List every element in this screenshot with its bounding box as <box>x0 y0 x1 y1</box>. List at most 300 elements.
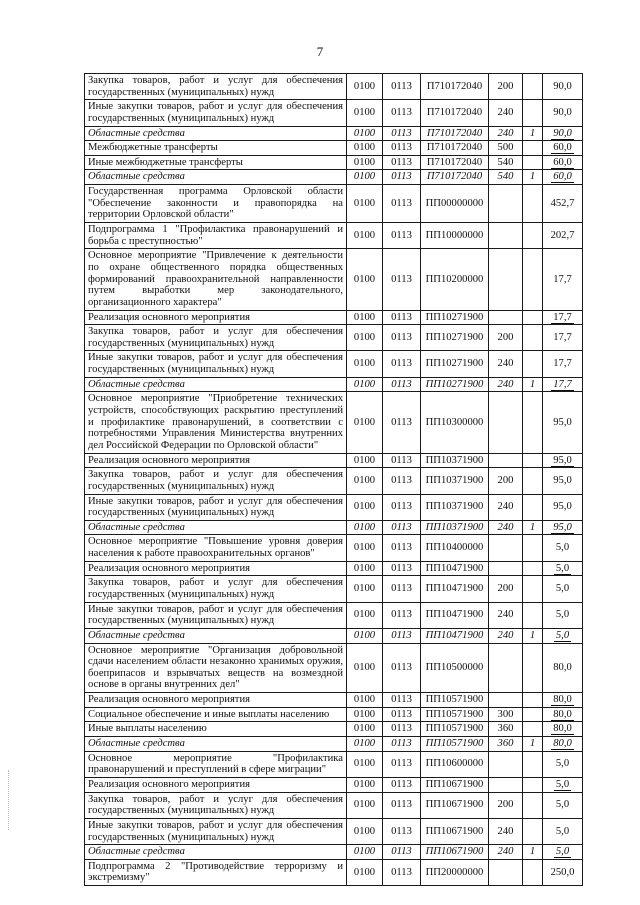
row-vr-cell: 240 <box>489 100 523 126</box>
row-vr-cell <box>489 249 523 310</box>
row-sum-cell <box>543 170 583 185</box>
row-source-cell <box>523 751 543 777</box>
row-pr-cell: 0113 <box>383 249 421 310</box>
table-row <box>85 468 583 494</box>
row-pr-cell: 0113 <box>383 693 421 708</box>
row-vr-cell: 540 <box>489 155 523 170</box>
row-sum-value: 95,0 <box>553 416 572 428</box>
row-pr-cell: 0113 <box>383 310 421 325</box>
row-vr-cell: 200 <box>489 74 523 100</box>
table-row <box>85 777 583 792</box>
row-csr-cell: ПП10371900 <box>421 494 489 520</box>
table-row <box>85 707 583 722</box>
row-sum-cell <box>543 643 583 693</box>
row-pr-cell: 0113 <box>383 468 421 494</box>
table-row <box>85 155 583 170</box>
row-pr-cell: 0113 <box>383 100 421 126</box>
row-sum-cell <box>543 602 583 628</box>
row-rz-cell: 0100 <box>347 818 383 844</box>
row-rz-cell: 0100 <box>347 351 383 377</box>
row-rz-cell: 0100 <box>347 693 383 708</box>
row-sum-value: 95,0 <box>553 501 572 513</box>
row-csr-cell: ПП10371900 <box>421 468 489 494</box>
row-sum-cell <box>543 561 583 576</box>
row-name-cell: Закупка товаров, работ и услуг для обеспечения государственных (муниципальных) нужд <box>85 468 347 494</box>
row-sum-value: 17,7 <box>553 273 572 285</box>
row-pr-cell: 0113 <box>383 602 421 628</box>
row-csr-cell: ПП10271900 <box>421 351 489 377</box>
table-row <box>85 494 583 520</box>
row-sum-cell <box>543 707 583 722</box>
row-csr-cell: ПП10671900 <box>421 818 489 844</box>
table-row <box>85 859 583 885</box>
table-row <box>85 602 583 628</box>
row-name-cell: Областные средства <box>85 628 347 643</box>
row-rz-cell: 0100 <box>347 100 383 126</box>
row-pr-cell: 0113 <box>383 576 421 602</box>
row-rz-cell: 0100 <box>347 859 383 885</box>
row-name-cell: Областные средства <box>85 170 347 185</box>
row-vr-cell <box>489 693 523 708</box>
table-row <box>85 576 583 602</box>
row-pr-cell: 0113 <box>383 859 421 885</box>
row-name-cell: Областные средства <box>85 126 347 141</box>
row-name-cell: Закупка товаров, работ и услуг для обеспечения государственных (муниципальных) нужд <box>85 576 347 602</box>
row-rz-cell: 0100 <box>347 792 383 818</box>
row-source-cell <box>523 722 543 737</box>
row-pr-cell: 0113 <box>383 494 421 520</box>
row-sum-value: 5,0 <box>555 846 570 858</box>
row-sum-cell <box>543 141 583 156</box>
row-csr-cell: ПП10571900 <box>421 722 489 737</box>
row-pr-cell: 0113 <box>383 751 421 777</box>
table-row <box>85 737 583 752</box>
row-csr-cell: ПП10471900 <box>421 602 489 628</box>
row-sum-value: 60,0 <box>553 156 572 168</box>
row-name-cell: Закупка товаров, работ и услуг для обеспечения государственных (муниципальных) нужд <box>85 325 347 351</box>
row-csr-cell: ПП10471900 <box>421 561 489 576</box>
row-sum-cell <box>543 249 583 310</box>
row-name-cell: Реализация основного мероприятия <box>85 561 347 576</box>
row-vr-cell <box>489 751 523 777</box>
table-row <box>85 561 583 576</box>
row-vr-cell: 240 <box>489 602 523 628</box>
row-rz-cell: 0100 <box>347 126 383 141</box>
row-vr-cell: 240 <box>489 520 523 535</box>
row-source-cell <box>523 818 543 844</box>
scan-margin-marks <box>8 770 11 830</box>
row-sum-value: 95,0 <box>553 475 572 487</box>
row-csr-cell: ПП10000000 <box>421 223 489 249</box>
row-pr-cell: 0113 <box>383 561 421 576</box>
row-vr-cell: 240 <box>489 818 523 844</box>
row-name-cell: Основное мероприятие "Профилактика правонарушений и преступлений в сфере миграции" <box>85 751 347 777</box>
table-row <box>85 351 583 377</box>
row-sum-cell <box>543 859 583 885</box>
row-rz-cell: 0100 <box>347 155 383 170</box>
row-csr-cell: ПП10371900 <box>421 453 489 468</box>
row-source-cell <box>523 707 543 722</box>
row-csr-cell: ПП10671900 <box>421 845 489 860</box>
row-sum-value: 5,0 <box>555 542 570 554</box>
row-sum-value: 250,0 <box>550 866 575 878</box>
row-source-cell <box>523 155 543 170</box>
table-row <box>85 520 583 535</box>
row-sum-value: 90,0 <box>553 127 572 139</box>
row-sum-cell <box>543 351 583 377</box>
row-rz-cell: 0100 <box>347 377 383 392</box>
row-vr-cell: 360 <box>489 737 523 752</box>
table-row <box>85 628 583 643</box>
row-pr-cell: 0113 <box>383 520 421 535</box>
row-csr-cell: П710172040 <box>421 155 489 170</box>
table-row <box>85 100 583 126</box>
table-row <box>85 170 583 185</box>
row-sum-value: 452,7 <box>550 197 575 209</box>
table-row <box>85 845 583 860</box>
row-source-cell <box>523 535 543 561</box>
row-csr-cell: ПП10400000 <box>421 535 489 561</box>
row-source-cell <box>523 792 543 818</box>
row-sum-value: 5,0 <box>555 562 570 574</box>
row-rz-cell: 0100 <box>347 845 383 860</box>
row-pr-cell: 0113 <box>383 126 421 141</box>
row-sum-value: 17,7 <box>553 311 572 323</box>
row-rz-cell: 0100 <box>347 722 383 737</box>
row-source-cell <box>523 693 543 708</box>
table-row <box>85 535 583 561</box>
row-sum-value: 5,0 <box>555 609 570 621</box>
row-source-cell <box>523 859 543 885</box>
row-name-cell: Межбюджетные трансферты <box>85 141 347 156</box>
row-name-cell: Подпрограмма 1 "Профилактика правонарушений и борьба с преступностью" <box>85 223 347 249</box>
row-vr-cell: 540 <box>489 170 523 185</box>
row-sum-value: 17,7 <box>553 378 572 390</box>
budget-table <box>84 73 583 886</box>
row-sum-value: 5,0 <box>555 758 570 770</box>
row-rz-cell: 0100 <box>347 737 383 752</box>
row-vr-cell: 240 <box>489 628 523 643</box>
row-sum-value: 95,0 <box>553 454 572 466</box>
row-sum-cell <box>543 737 583 752</box>
row-source-cell: 1 <box>523 628 543 643</box>
row-source-cell <box>523 494 543 520</box>
table-row <box>85 126 583 141</box>
row-csr-cell: ПП10471900 <box>421 628 489 643</box>
row-sum-value: 5,0 <box>555 583 570 595</box>
row-sum-cell <box>543 576 583 602</box>
row-csr-cell: ПП10571900 <box>421 737 489 752</box>
row-name-cell: Социальное обеспечение и иные выплаты населению <box>85 707 347 722</box>
row-name-cell: Областные средства <box>85 845 347 860</box>
table-row <box>85 751 583 777</box>
row-name-cell: Иные выплаты населению <box>85 722 347 737</box>
row-pr-cell: 0113 <box>383 325 421 351</box>
row-sum-value: 202,7 <box>550 229 575 241</box>
row-pr-cell: 0113 <box>383 628 421 643</box>
row-pr-cell: 0113 <box>383 351 421 377</box>
row-sum-cell <box>543 535 583 561</box>
row-vr-cell <box>489 643 523 693</box>
row-rz-cell: 0100 <box>347 561 383 576</box>
row-rz-cell: 0100 <box>347 520 383 535</box>
row-source-cell <box>523 453 543 468</box>
table-row <box>85 453 583 468</box>
row-source-cell <box>523 185 543 223</box>
row-pr-cell: 0113 <box>383 377 421 392</box>
row-source-cell <box>523 392 543 453</box>
row-pr-cell: 0113 <box>383 643 421 693</box>
row-rz-cell: 0100 <box>347 494 383 520</box>
row-pr-cell: 0113 <box>383 707 421 722</box>
row-csr-cell: ПП10300000 <box>421 392 489 453</box>
row-name-cell: Основное мероприятие "Организация добровольной сдачи населением области незаконно хранимых оружия, боеприпасов и взрывчатых веществ на возмездной основе в органы внутренних дел" <box>85 643 347 693</box>
row-pr-cell: 0113 <box>383 777 421 792</box>
row-rz-cell: 0100 <box>347 777 383 792</box>
row-rz-cell: 0100 <box>347 310 383 325</box>
table-row <box>85 141 583 156</box>
row-csr-cell: ПП10271900 <box>421 310 489 325</box>
page-number: 7 <box>316 44 324 59</box>
row-sum-value: 80,0 <box>553 694 572 706</box>
row-csr-cell: ПП10371900 <box>421 520 489 535</box>
row-rz-cell: 0100 <box>347 628 383 643</box>
row-rz-cell: 0100 <box>347 141 383 156</box>
row-rz-cell: 0100 <box>347 170 383 185</box>
table-row <box>85 185 583 223</box>
row-source-cell <box>523 643 543 693</box>
row-rz-cell: 0100 <box>347 535 383 561</box>
row-csr-cell: ПП10571900 <box>421 693 489 708</box>
row-sum-cell <box>543 845 583 860</box>
row-vr-cell <box>489 777 523 792</box>
row-csr-cell: ПП20000000 <box>421 859 489 885</box>
row-name-cell: Подпрограмма 2 "Противодействие терроризму и экстремизму" <box>85 859 347 885</box>
row-vr-cell <box>489 223 523 249</box>
row-source-cell: 1 <box>523 126 543 141</box>
row-name-cell: Иные закупки товаров, работ и услуг для обеспечения государственных (муниципальных) нужд <box>85 100 347 126</box>
row-sum-cell <box>543 392 583 453</box>
row-vr-cell: 500 <box>489 141 523 156</box>
table-row <box>85 792 583 818</box>
row-pr-cell: 0113 <box>383 223 421 249</box>
row-csr-cell: ПП10671900 <box>421 792 489 818</box>
row-rz-cell: 0100 <box>347 751 383 777</box>
row-rz-cell: 0100 <box>347 185 383 223</box>
row-source-cell <box>523 74 543 100</box>
row-sum-value: 5,0 <box>555 629 570 641</box>
row-pr-cell: 0113 <box>383 170 421 185</box>
row-pr-cell: 0113 <box>383 141 421 156</box>
row-vr-cell: 200 <box>489 792 523 818</box>
row-sum-cell <box>543 223 583 249</box>
row-sum-cell <box>543 185 583 223</box>
row-pr-cell: 0113 <box>383 792 421 818</box>
row-csr-cell: П710172040 <box>421 126 489 141</box>
row-source-cell <box>523 325 543 351</box>
row-vr-cell: 240 <box>489 351 523 377</box>
row-vr-cell: 360 <box>489 722 523 737</box>
row-sum-value: 95,0 <box>553 521 572 533</box>
table-row <box>85 223 583 249</box>
row-name-cell: Реализация основного мероприятия <box>85 693 347 708</box>
row-source-cell: 1 <box>523 170 543 185</box>
row-source-cell <box>523 351 543 377</box>
row-csr-cell: П710172040 <box>421 170 489 185</box>
row-pr-cell: 0113 <box>383 392 421 453</box>
row-name-cell: Основное мероприятие "Повышение уровня доверия населения к работе правоохранительных органов" <box>85 535 347 561</box>
row-sum-cell <box>543 751 583 777</box>
row-sum-value: 17,7 <box>553 331 572 343</box>
row-source-cell <box>523 100 543 126</box>
row-source-cell <box>523 310 543 325</box>
row-vr-cell <box>489 561 523 576</box>
row-csr-cell: ПП10571900 <box>421 707 489 722</box>
table-row <box>85 392 583 453</box>
row-vr-cell: 240 <box>489 494 523 520</box>
row-sum-cell <box>543 325 583 351</box>
row-rz-cell: 0100 <box>347 576 383 602</box>
row-vr-cell: 300 <box>489 707 523 722</box>
row-csr-cell: ПП00000000 <box>421 185 489 223</box>
row-vr-cell: 240 <box>489 845 523 860</box>
row-sum-cell <box>543 792 583 818</box>
row-rz-cell: 0100 <box>347 249 383 310</box>
table-row <box>85 693 583 708</box>
row-rz-cell: 0100 <box>347 74 383 100</box>
row-name-cell: Закупка товаров, работ и услуг для обеспечения государственных (муниципальных) нужд <box>85 74 347 100</box>
row-pr-cell: 0113 <box>383 453 421 468</box>
row-sum-cell <box>543 155 583 170</box>
row-sum-value: 5,0 <box>555 825 570 837</box>
row-csr-cell: П710172040 <box>421 100 489 126</box>
row-pr-cell: 0113 <box>383 722 421 737</box>
row-rz-cell: 0100 <box>347 223 383 249</box>
row-sum-cell <box>543 520 583 535</box>
row-name-cell: Реализация основного мероприятия <box>85 777 347 792</box>
row-vr-cell <box>489 392 523 453</box>
row-sum-value: 90,0 <box>553 80 572 92</box>
row-source-cell <box>523 141 543 156</box>
table-row <box>85 249 583 310</box>
row-name-cell: Реализация основного мероприятия <box>85 453 347 468</box>
table-row <box>85 310 583 325</box>
row-vr-cell: 200 <box>489 576 523 602</box>
row-rz-cell: 0100 <box>347 453 383 468</box>
row-source-cell <box>523 777 543 792</box>
row-sum-value: 90,0 <box>553 107 572 119</box>
row-pr-cell: 0113 <box>383 818 421 844</box>
row-sum-cell <box>543 100 583 126</box>
row-name-cell: Иные закупки товаров, работ и услуг для обеспечения государственных (муниципальных) нужд <box>85 351 347 377</box>
row-vr-cell: 200 <box>489 468 523 494</box>
row-name-cell: Основное мероприятие "Привлечение к деятельности по охране общественного порядка общественных формирований правоохранительной направленности путем выработки мер законодательного, организационного характера" <box>85 249 347 310</box>
row-sum-cell <box>543 74 583 100</box>
row-name-cell: Закупка товаров, работ и услуг для обеспечения государственных (муниципальных) нужд <box>85 792 347 818</box>
row-name-cell: Основное мероприятие "Приобретение технических устройств, способствующих раскрытию преступлений и профилактике правонарушений, в соответствии с потребностями Управления Министерства внутренних дел Российской Федерации по Орловской области" <box>85 392 347 453</box>
row-name-cell: Иные межбюджетные трансферты <box>85 155 347 170</box>
row-source-cell <box>523 576 543 602</box>
row-vr-cell: 240 <box>489 377 523 392</box>
row-rz-cell: 0100 <box>347 707 383 722</box>
row-pr-cell: 0113 <box>383 185 421 223</box>
row-sum-value: 80,0 <box>553 708 572 720</box>
row-sum-value: 60,0 <box>553 142 572 154</box>
row-sum-value: 17,7 <box>553 358 572 370</box>
table-row <box>85 643 583 693</box>
row-source-cell: 1 <box>523 377 543 392</box>
row-name-cell: Иные закупки товаров, работ и услуг для обеспечения государственных (муниципальных) нужд <box>85 818 347 844</box>
row-sum-cell <box>543 777 583 792</box>
row-name-cell: Иные закупки товаров, работ и услуг для обеспечения государственных (муниципальных) нужд <box>85 602 347 628</box>
row-csr-cell: ПП10471900 <box>421 576 489 602</box>
row-source-cell <box>523 249 543 310</box>
row-pr-cell: 0113 <box>383 155 421 170</box>
row-sum-cell <box>543 126 583 141</box>
row-pr-cell: 0113 <box>383 535 421 561</box>
row-csr-cell: П710172040 <box>421 141 489 156</box>
row-source-cell: 1 <box>523 845 543 860</box>
row-name-cell: Реализация основного мероприятия <box>85 310 347 325</box>
row-vr-cell <box>489 535 523 561</box>
row-sum-cell <box>543 453 583 468</box>
row-sum-cell <box>543 693 583 708</box>
table-row <box>85 74 583 100</box>
row-source-cell: 1 <box>523 737 543 752</box>
row-sum-cell <box>543 494 583 520</box>
row-sum-value: 80,0 <box>553 738 572 750</box>
row-csr-cell: ПП10271900 <box>421 325 489 351</box>
row-vr-cell: 200 <box>489 325 523 351</box>
row-csr-cell: ПП10200000 <box>421 249 489 310</box>
row-source-cell <box>523 561 543 576</box>
row-sum-value: 80,0 <box>553 723 572 735</box>
row-sum-cell <box>543 468 583 494</box>
row-name-cell: Областные средства <box>85 737 347 752</box>
row-sum-cell <box>543 310 583 325</box>
row-source-cell <box>523 468 543 494</box>
row-name-cell: Областные средства <box>85 520 347 535</box>
row-rz-cell: 0100 <box>347 392 383 453</box>
row-pr-cell: 0113 <box>383 74 421 100</box>
row-csr-cell: ПП10600000 <box>421 751 489 777</box>
row-csr-cell: ПП10671900 <box>421 777 489 792</box>
row-sum-value: 5,0 <box>555 778 570 790</box>
row-source-cell <box>523 223 543 249</box>
row-vr-cell <box>489 453 523 468</box>
row-csr-cell: П710172040 <box>421 74 489 100</box>
row-sum-value: 80,0 <box>553 662 572 673</box>
row-pr-cell: 0113 <box>383 845 421 860</box>
row-sum-cell <box>543 628 583 643</box>
row-name-cell: Областные средства <box>85 377 347 392</box>
row-name-cell: Иные закупки товаров, работ и услуг для обеспечения государственных (муниципальных) нужд <box>85 494 347 520</box>
row-csr-cell: ПП10271900 <box>421 377 489 392</box>
row-sum-cell <box>543 377 583 392</box>
row-sum-value: 60,0 <box>553 171 572 183</box>
row-rz-cell: 0100 <box>347 602 383 628</box>
table-row <box>85 818 583 844</box>
table-row <box>85 325 583 351</box>
table-row <box>85 377 583 392</box>
budget-table-body <box>85 74 583 886</box>
row-pr-cell: 0113 <box>383 737 421 752</box>
row-rz-cell: 0100 <box>347 468 383 494</box>
table-row <box>85 722 583 737</box>
row-name-cell: Государственная программа Орловской области "Обеспечение законности и правопорядка на территории Орловской области" <box>85 185 347 223</box>
row-sum-cell <box>543 722 583 737</box>
row-sum-cell <box>543 818 583 844</box>
